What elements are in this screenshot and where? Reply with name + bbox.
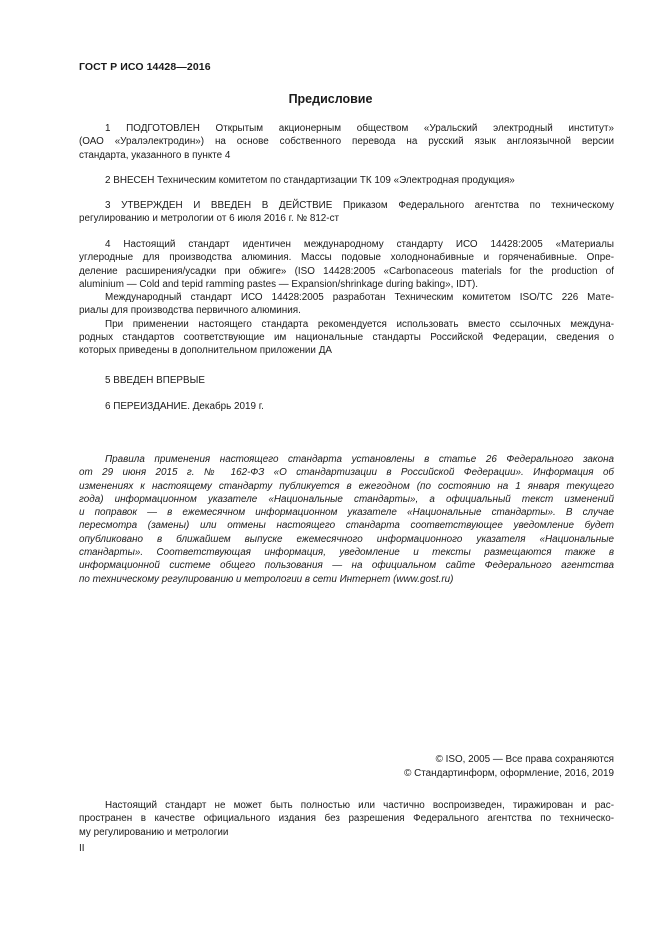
text-line: При применении настоящего стандарта рекомендуется использовать вместо ссылочных междуна- — [105, 318, 614, 330]
text-line: пространен в качестве официального издания без разрешения Федерального агентства по техническо- — [79, 813, 614, 825]
text-line: стандарта, указанного в пункте 4 — [79, 149, 231, 161]
text-line: изменениях к настоящему стандарту публикуется в ежегодном (по состоянию на 1 января текущего — [79, 480, 614, 492]
copyright-iso: © ISO, 2005 — Все права сохраняются — [435, 754, 614, 765]
text-line: Международный стандарт ИСО 14428:2005 разработан Техническим комитетом ISO/TC 226 Мате- — [105, 292, 614, 304]
text-line: му регулированию и метрологии — [79, 826, 229, 838]
copyright-standartinform: © Стандартинформ, оформление, 2016, 2019 — [404, 767, 614, 779]
page-title: Предисловие — [288, 92, 373, 106]
text-line: года) информационном указателе «Национальные стандарты», а официальный текст изменений — [79, 493, 614, 505]
text-line: Правила применения настоящего стандарта установлены в статье 26 Федерального закона — [105, 454, 614, 465]
text-line: 1 ПОДГОТОВЛЕН Открытым акционерным обществом «Уральский электродный институт» — [105, 123, 614, 134]
section-2: 2 ВНЕСЕН Техническим комитетом по стандартизации ТК 109 «Электродная продукция» — [105, 175, 515, 186]
text-line: опубликовано в ближайшем выпуске ежемесячного информационного указателя «Национальные — [79, 533, 614, 545]
text-line: углеродные для производства алюминия. Массы подовые холоднонабивные и горяченабивные. Опре- — [79, 252, 614, 264]
text-line: риалы для производства первичного алюминия. — [79, 305, 301, 317]
text-line: которых приведены в дополнительном приложении ДА — [79, 345, 332, 357]
text-line: пересмотра (замены) или отмены настоящего стандарта соответствующее уведомление будет — [79, 520, 614, 532]
text-line: информационной системе общего пользования — на официальном сайте Федерального агентства — [79, 560, 614, 572]
section-4 — [79, 238, 614, 358]
copyright-block — [79, 753, 614, 780]
section-5: 5 ВВЕДЕН ВПЕРВЫЕ — [105, 375, 205, 386]
section-6: 6 ПЕРЕИЗДАНИЕ. Декабрь 2019 г. — [105, 401, 264, 412]
section-3 — [79, 199, 614, 226]
text-line: родных стандартов соответствующие им национальные стандарты Российской Федерации, сведения о — [79, 332, 614, 344]
text-line: стандарты». Соответствующая информация, уведомление и тексты размещаются также в — [79, 547, 614, 559]
text-line: 4 Настоящий стандарт идентичен международному стандарту ИСО 14428:2005 «Материалы — [105, 239, 614, 250]
text-line: (ОАО «Уралэлектродин») на основе собственного перевода на русский язык англоязычной версии — [79, 136, 614, 148]
text-line: по техническому регулированию и метрологии в сети Интернет (www.gost.ru) — [79, 573, 454, 585]
reproduction-notice — [79, 799, 614, 839]
text-line: 3 УТВЕРЖДЕН И ВВЕДЕН В ДЕЙСТВИЕ Приказом Федерального агентства по техническому — [105, 200, 614, 211]
usage-rules-notice — [79, 453, 614, 586]
text-line: aluminium — Cold and tepid ramming pastes — Expansion/shrinkage during baking», IDT). — [79, 278, 479, 290]
section-1 — [79, 122, 614, 162]
text-line: от 29 июня 2015 г. № 162-ФЗ «О стандартизации в Российской Федерации». Информация об — [79, 467, 614, 479]
text-line: деление расширения/усадки при обжиге» (ISO 14428:2005 «Carbonaceous materials for the production of — [79, 265, 614, 277]
text-line: Настоящий стандарт не может быть полностью или частично воспроизведен, тиражирован и рас- — [105, 800, 614, 811]
page-number: II — [79, 843, 85, 854]
text-line: регулированию и метрологии от 6 июля 2016 г. № 812-ст — [79, 213, 340, 225]
standard-code: ГОСТ Р ИСО 14428—2016 — [79, 61, 211, 73]
text-line: и поправок — в ежемесячном информационном указателе «Национальные стандарты». В случае — [79, 507, 614, 519]
